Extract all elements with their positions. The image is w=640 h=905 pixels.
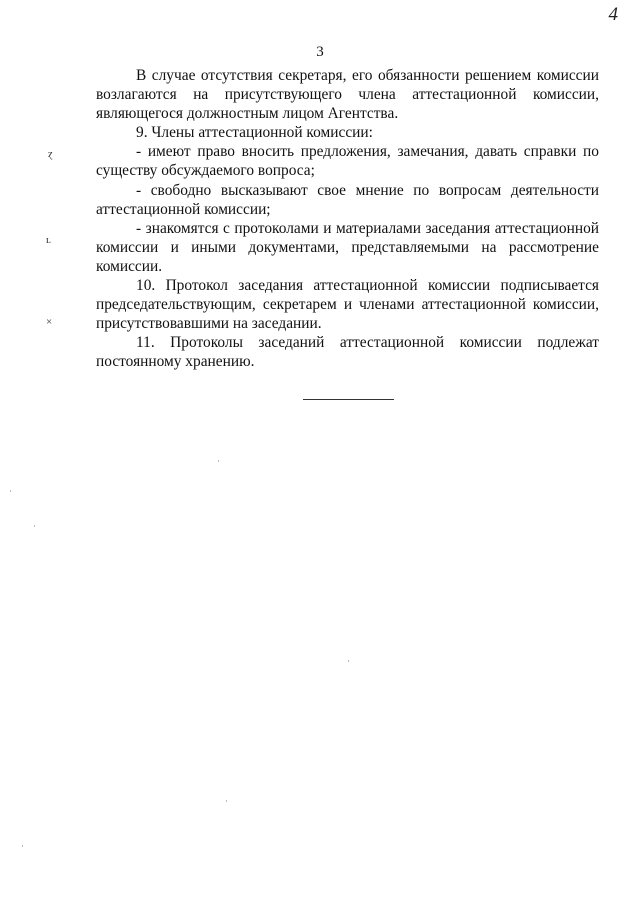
scan-speck [218,460,219,462]
paragraph-members-review-protocols: - знакомятся с протоколами и материалами заседания аттестационной комиссии и иными документами, представляемыми на рассмотрение комиссии. [96,219,599,275]
paragraph-members-heading: 9. Члены аттестационной комиссии: [136,124,373,142]
paragraph-members-right-to-propose: - имеют право вносить предложения, замечания, давать справки по существу обсуждаемого вопроса; [96,143,599,180]
paragraph-members-express-opinion: - свободно высказывают свое мнение по вопросам деятельности аттестационной комиссии; [96,181,599,218]
scan-artifact-dot: ʟ [46,234,51,246]
scan-speck [348,660,349,662]
scan-speck [34,525,35,527]
scan-speck [22,845,23,847]
page-number: 3 [316,44,324,60]
scan-speck [226,800,227,802]
paragraph-secretary-absence: В случае отсутствия секретаря, его обязанности решением комиссии возлагаются на присутствующего члена аттестационной комиссии, являющегося должностным лицом Агентства. [96,67,599,123]
scan-speck [10,490,11,492]
scan-artifact-dot: ɀ [48,148,53,160]
handwritten-page-mark: 4 [608,4,618,25]
document-body [96,66,599,372]
end-of-text-divider [303,399,394,400]
scan-artifact-dot: × [46,316,53,328]
paragraph-protocol-signing: 10. Протокол заседания аттестационной комиссии подписывается председательствующим, секретарем и членами аттестационной комиссии, присутствовавшими на заседании. [96,277,599,333]
paragraph-protocol-storage: 11. Протоколы заседаний аттестационной комиссии подлежат постоянному хранению. [96,334,599,371]
